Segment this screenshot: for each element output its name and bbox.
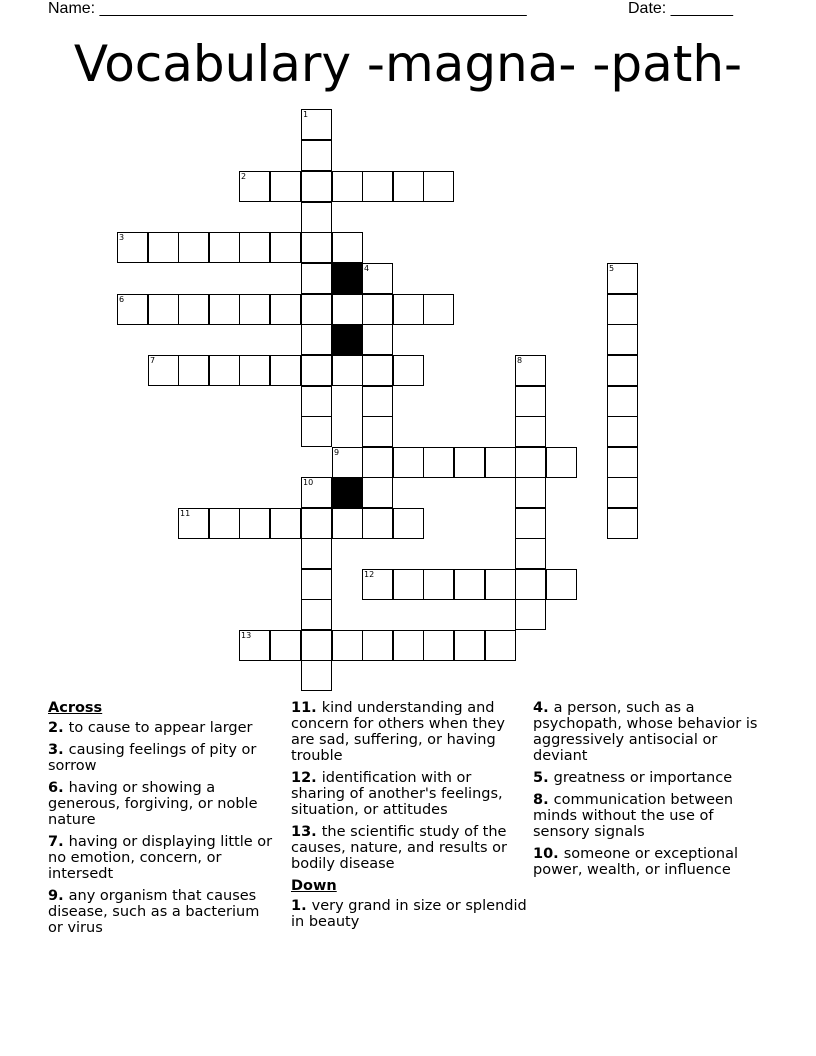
crossword-cell[interactable] <box>332 171 363 202</box>
crossword-cell[interactable] <box>148 355 179 386</box>
crossword-cell[interactable] <box>607 416 638 447</box>
crossword-cell[interactable] <box>209 355 240 386</box>
crossword-cell[interactable] <box>515 386 546 417</box>
crossword-cell[interactable] <box>607 386 638 417</box>
crossword-cell[interactable] <box>607 477 638 508</box>
clue-text: to cause to appear larger <box>68 720 253 736</box>
crossword-cell[interactable] <box>423 630 454 661</box>
clue-text: greatness or importance <box>553 770 733 786</box>
clue-number: 1. <box>291 898 312 914</box>
crossword-cell[interactable] <box>209 508 240 539</box>
cell-number: 4 <box>364 264 370 273</box>
crossword-cell[interactable] <box>301 508 332 539</box>
clue-list-col2-down <box>291 898 527 930</box>
crossword-cell[interactable] <box>270 508 301 539</box>
clue-item <box>48 780 278 828</box>
crossword-cell[interactable] <box>515 355 546 386</box>
cell-number: 6 <box>119 295 125 304</box>
crossword-cell[interactable] <box>546 569 577 600</box>
crossword-cell[interactable] <box>239 355 270 386</box>
clue-item <box>291 700 527 764</box>
crossword-cell[interactable] <box>301 386 332 417</box>
clue-number: 7. <box>48 834 69 850</box>
cell-number: 5 <box>609 264 615 273</box>
clue-text: causing feelings of pity or sorrow <box>48 742 257 774</box>
cell-number: 12 <box>364 570 375 579</box>
clue-item <box>533 846 773 878</box>
clue-item <box>533 792 773 840</box>
crossword-cell[interactable] <box>301 140 332 171</box>
cell-number: 8 <box>517 356 523 365</box>
crossword-cell[interactable] <box>301 263 332 294</box>
crossword-cell[interactable] <box>239 630 270 661</box>
clue-number: 6. <box>48 780 69 796</box>
crossword-cell[interactable] <box>362 569 393 600</box>
crossword-cell[interactable] <box>270 171 301 202</box>
crossword-cell[interactable] <box>607 294 638 325</box>
crossword-cell[interactable] <box>332 232 363 263</box>
crossword-cell[interactable] <box>454 630 485 661</box>
crossword-cell[interactable] <box>515 477 546 508</box>
crossword-cell[interactable] <box>270 232 301 263</box>
clue-text: communication between minds without the use of sensory signals <box>533 792 734 840</box>
crossword-cell[interactable] <box>362 416 393 447</box>
clue-number: 2. <box>48 720 69 736</box>
crossword-cell[interactable] <box>362 294 393 325</box>
clue-number: 13. <box>291 824 322 840</box>
crossword-cell[interactable] <box>515 447 546 478</box>
crossword-cell[interactable] <box>393 294 424 325</box>
cell-number: 2 <box>241 172 247 181</box>
clue-item <box>48 888 278 936</box>
crossword-cell[interactable] <box>423 569 454 600</box>
crossword-cell[interactable] <box>607 447 638 478</box>
crossword-cell[interactable] <box>178 508 209 539</box>
crossword-cell[interactable] <box>332 630 363 661</box>
clue-number: 10. <box>533 846 564 862</box>
crossword-cell[interactable] <box>301 569 332 600</box>
clue-text: identification with or sharing of another's feelings, situation, or attitudes <box>291 770 503 818</box>
crossword-cell[interactable] <box>393 355 424 386</box>
crossword-cell[interactable] <box>332 508 363 539</box>
crossword-cell[interactable] <box>362 508 393 539</box>
crossword-cell[interactable] <box>301 109 332 140</box>
crossword-cell[interactable] <box>301 538 332 569</box>
crossword-cell[interactable] <box>515 538 546 569</box>
clue-text: a person, such as a psychopath, whose behavior is aggressively antisocial or deviant <box>533 700 758 764</box>
crossword-cell[interactable] <box>485 569 516 600</box>
clue-list-col2-across <box>291 700 527 872</box>
cell-number: 1 <box>303 110 309 119</box>
crossword-cell[interactable] <box>393 630 424 661</box>
clue-number: 11. <box>291 700 322 716</box>
clue-text: any organism that causes disease, such as a bacterium or virus <box>48 888 260 936</box>
crossword-cell[interactable] <box>178 294 209 325</box>
name-field-label: Name: ________________________________________________ <box>48 0 527 17</box>
clues-column-3 <box>533 700 773 884</box>
crossword-cell[interactable] <box>607 355 638 386</box>
crossword-cell[interactable] <box>301 416 332 447</box>
crossword-cell[interactable] <box>332 447 363 478</box>
crossword-cell[interactable] <box>454 569 485 600</box>
crossword-black-cell <box>332 263 363 294</box>
crossword-cell[interactable] <box>362 630 393 661</box>
clue-text: having or showing a generous, forgiving, or noble nature <box>48 780 258 828</box>
crossword-cell[interactable] <box>362 386 393 417</box>
crossword-cell[interactable] <box>393 569 424 600</box>
crossword-cell[interactable] <box>515 569 546 600</box>
crossword-cell[interactable] <box>270 630 301 661</box>
clues-column-1 <box>48 700 278 942</box>
clue-item <box>291 898 527 930</box>
cell-number: 11 <box>180 509 191 518</box>
crossword-cell[interactable] <box>178 232 209 263</box>
date-field-label: Date: _______ <box>628 0 733 17</box>
across-header: Across <box>48 700 103 716</box>
crossword-cell[interactable] <box>178 355 209 386</box>
cell-number: 13 <box>241 631 252 640</box>
clue-number: 4. <box>533 700 554 716</box>
crossword-cell[interactable] <box>301 202 332 233</box>
clue-text: someone or exceptional power, wealth, or influence <box>533 846 739 878</box>
crossword-cell[interactable] <box>515 599 546 630</box>
crossword-cell[interactable] <box>515 508 546 539</box>
crossword-cell[interactable] <box>301 477 332 508</box>
crossword-cell[interactable] <box>209 294 240 325</box>
clue-number: 12. <box>291 770 322 786</box>
crossword-black-cell <box>332 477 363 508</box>
crossword-cell[interactable] <box>423 294 454 325</box>
crossword-cell[interactable] <box>117 294 148 325</box>
cell-number: 7 <box>150 356 156 365</box>
crossword-cell[interactable] <box>546 447 577 478</box>
clue-number: 8. <box>533 792 554 808</box>
clue-number: 9. <box>48 888 69 904</box>
clue-text: having or displaying little or no emotion, concern, or intersedt <box>48 834 273 882</box>
clue-list-col3 <box>533 700 773 878</box>
crossword-cell[interactable] <box>301 599 332 630</box>
crossword-cell[interactable] <box>332 294 363 325</box>
crossword-cell[interactable] <box>148 232 179 263</box>
cell-number: 10 <box>303 478 314 487</box>
clue-text: very grand in size or splendid in beauty <box>291 898 527 930</box>
crossword-cell[interactable] <box>515 416 546 447</box>
crossword-cell[interactable] <box>301 232 332 263</box>
clue-list-col1 <box>48 720 278 936</box>
clue-item <box>48 834 278 882</box>
crossword-cell[interactable] <box>362 324 393 355</box>
crossword-cell[interactable] <box>393 447 424 478</box>
crossword-cell[interactable] <box>423 447 454 478</box>
clue-item <box>533 770 773 786</box>
crossword-cell[interactable] <box>454 447 485 478</box>
clue-text: kind understanding and concern for others when they are sad, suffering, or having trouble <box>291 700 505 764</box>
crossword-cell[interactable] <box>148 294 179 325</box>
crossword-cell[interactable] <box>362 171 393 202</box>
crossword-cell[interactable] <box>301 660 332 691</box>
crossword-cell[interactable] <box>423 171 454 202</box>
crossword-black-cell <box>332 324 363 355</box>
clue-number: 3. <box>48 742 69 758</box>
clue-item <box>533 700 773 764</box>
crossword-cell[interactable] <box>301 324 332 355</box>
crossword-cell[interactable] <box>301 355 332 386</box>
clue-item <box>48 742 278 774</box>
crossword-cell[interactable] <box>485 447 516 478</box>
crossword-cell[interactable] <box>270 294 301 325</box>
clue-item <box>291 770 527 818</box>
crossword-cell[interactable] <box>239 294 270 325</box>
crossword-cell[interactable] <box>117 232 148 263</box>
clue-item <box>48 720 278 736</box>
crossword-cell[interactable] <box>607 324 638 355</box>
cell-number: 3 <box>119 233 125 242</box>
crossword-cell[interactable] <box>239 508 270 539</box>
crossword-cell[interactable] <box>362 447 393 478</box>
crossword-cell[interactable] <box>362 355 393 386</box>
crossword-cell[interactable] <box>301 171 332 202</box>
crossword-cell[interactable] <box>239 232 270 263</box>
crossword-cell[interactable] <box>362 263 393 294</box>
clue-item <box>291 824 527 872</box>
crossword-cell[interactable] <box>209 232 240 263</box>
crossword-cell[interactable] <box>362 477 393 508</box>
crossword-cell[interactable] <box>301 294 332 325</box>
crossword-cell[interactable] <box>485 630 516 661</box>
crossword-cell[interactable] <box>607 263 638 294</box>
crossword-cell[interactable] <box>239 171 270 202</box>
crossword-cell[interactable] <box>393 171 424 202</box>
clues-column-2 <box>291 700 527 936</box>
page-title: Vocabulary -magna- -path- <box>73 35 743 93</box>
cell-number: 9 <box>334 448 340 457</box>
clue-text: the scientific study of the causes, nature, and results or bodily disease <box>291 824 507 872</box>
crossword-cell[interactable] <box>301 630 332 661</box>
clue-number: 5. <box>533 770 554 786</box>
crossword-cell[interactable] <box>270 355 301 386</box>
crossword-cell[interactable] <box>393 508 424 539</box>
crossword-cell[interactable] <box>607 508 638 539</box>
down-header: Down <box>291 878 337 894</box>
crossword-cell[interactable] <box>332 355 363 386</box>
